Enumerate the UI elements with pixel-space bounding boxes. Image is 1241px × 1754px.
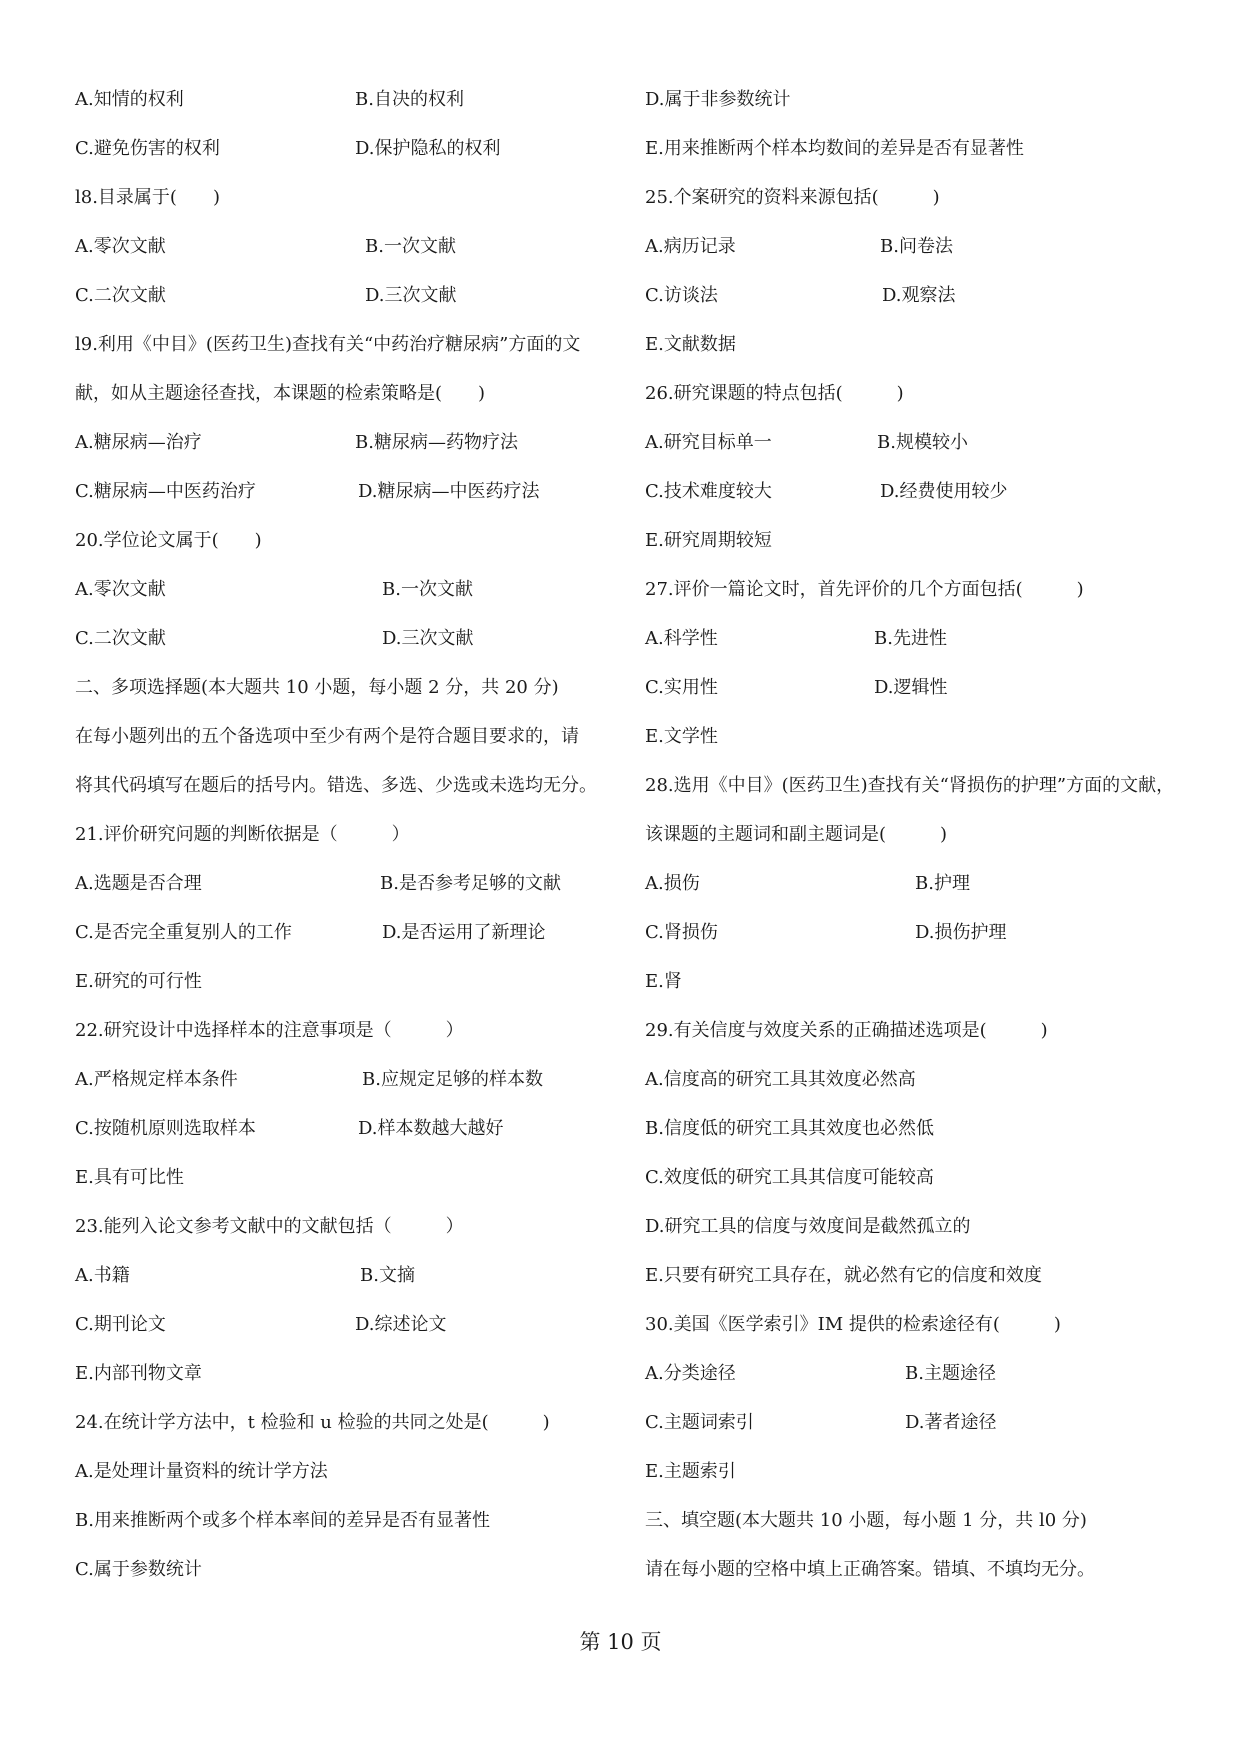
right-column [645, 80, 1205, 1599]
text-line [75, 913, 615, 962]
line-text: A.零次文献 [75, 236, 166, 257]
option-text: B.应规定足够的样本数 [362, 1069, 543, 1090]
line-text: A.零次文献 [75, 579, 166, 600]
text-line [75, 1207, 615, 1256]
text-line [75, 1011, 615, 1060]
line-text: C.是否完全重复别人的工作 [75, 922, 292, 943]
text-line [645, 1158, 1205, 1207]
text-line [645, 913, 1205, 962]
text-line [645, 1403, 1205, 1452]
text-line [645, 178, 1205, 227]
text-line [75, 962, 615, 1011]
text-line [75, 619, 615, 668]
text-line [75, 1109, 615, 1158]
line-text: A.科学性 [645, 628, 718, 649]
text-line [645, 864, 1205, 913]
line-text: E.肾 [645, 971, 682, 992]
page-number: 第 10 页 [579, 1630, 662, 1654]
line-text: C.期刊论文 [75, 1314, 166, 1335]
option-text: D.保护隐私的权利 [355, 138, 501, 159]
text-line [645, 521, 1205, 570]
text-line [75, 1305, 615, 1354]
line-text: E.具有可比性 [75, 1167, 184, 1188]
text-line [75, 1354, 615, 1403]
line-text: 23.能列入论文参考文献中的文献包括（ ） [75, 1216, 464, 1237]
line-text: 在每小题列出的五个备选项中至少有两个是符合题目要求的，请 [75, 726, 579, 747]
option-text: D.经费使用较少 [880, 481, 1008, 502]
text-line [75, 570, 615, 619]
line-text: E.文学性 [645, 726, 718, 747]
line-text: A.书籍 [75, 1265, 130, 1286]
text-line [645, 668, 1205, 717]
text-line [75, 1452, 615, 1501]
text-line [75, 668, 615, 717]
text-line [645, 962, 1205, 1011]
option-text: D.三次文献 [365, 285, 457, 306]
line-text: A.糖尿病—治疗 [75, 432, 202, 453]
option-text: D.逻辑性 [874, 677, 948, 698]
text-line [75, 325, 615, 374]
line-text: A.病历记录 [645, 236, 736, 257]
line-text: C.肾损伤 [645, 922, 718, 943]
line-text: C.二次文献 [75, 628, 166, 649]
line-text: 献，如从主题途径查找，本课题的检索策略是( ) [75, 383, 486, 404]
text-line [75, 521, 615, 570]
text-line [645, 374, 1205, 423]
text-line [75, 1403, 615, 1452]
line-text: 29.有关信度与效度关系的正确描述选项是( ) [645, 1020, 1048, 1041]
line-text: C.主题词索引 [645, 1412, 754, 1433]
text-line [75, 374, 615, 423]
line-text: 28.选用《中目》(医药卫生)查找有关“肾损伤的护理”方面的文献， [645, 775, 1175, 796]
option-text: B.主题途径 [905, 1363, 996, 1384]
option-text: B.自决的权利 [355, 89, 464, 110]
text-line [645, 1501, 1205, 1550]
option-text: B.糖尿病—药物疗法 [355, 432, 518, 453]
text-line [645, 227, 1205, 276]
text-line [75, 80, 615, 129]
line-text: E.文献数据 [645, 334, 736, 355]
option-text: D.综述论文 [355, 1314, 447, 1335]
line-text: D.研究工具的信度与效度间是截然孤立的 [645, 1216, 971, 1237]
line-text: D.属于非参数统计 [645, 89, 791, 110]
line-text: A.知情的权利 [75, 89, 184, 110]
text-line [645, 325, 1205, 374]
option-text: B.文摘 [360, 1265, 415, 1286]
line-text: 26.研究课题的特点包括( ) [645, 383, 904, 404]
line-text: 22.研究设计中选择样本的注意事项是（ ） [75, 1020, 464, 1041]
line-text: 24.在统计学方法中，t 检验和 u 检验的共同之处是( ) [75, 1412, 550, 1433]
line-text: 27.评价一篇论文时，首先评价的几个方面包括( ) [645, 579, 1084, 600]
line-text: C.属于参数统计 [75, 1559, 202, 1580]
line-text: A.研究目标单一 [645, 432, 772, 453]
text-line [75, 1158, 615, 1207]
text-line [645, 1550, 1205, 1599]
text-line [645, 423, 1205, 472]
line-text: 20.学位论文属于( ) [75, 530, 262, 551]
text-line [645, 1109, 1205, 1158]
text-line [645, 815, 1205, 864]
text-line [645, 1354, 1205, 1403]
option-text: B.护理 [915, 873, 970, 894]
text-line [75, 129, 615, 178]
line-text: 请在每小题的空格中填上正确答案。错填、不填均无分。 [645, 1559, 1095, 1580]
text-line [75, 717, 615, 766]
line-text: C.二次文献 [75, 285, 166, 306]
line-text: 将其代码填写在题后的括号内。错选、多选、少选或未选均无分。 [75, 775, 597, 796]
option-text: B.一次文献 [382, 579, 473, 600]
option-text: D.著者途径 [905, 1412, 997, 1433]
line-text: C.访谈法 [645, 285, 718, 306]
line-text: C.技术难度较大 [645, 481, 772, 502]
text-line [645, 1207, 1205, 1256]
text-line [75, 1060, 615, 1109]
text-line [645, 1060, 1205, 1109]
text-line [75, 276, 615, 325]
option-text: D.损伤护理 [915, 922, 1007, 943]
text-line [645, 619, 1205, 668]
line-text: 30.美国《医学索引》IM 提供的检索途径有( ) [645, 1314, 1061, 1335]
option-text: B.规模较小 [877, 432, 968, 453]
line-text: C.避免伤害的权利 [75, 138, 220, 159]
text-line [645, 1256, 1205, 1305]
line-text: C.实用性 [645, 677, 718, 698]
text-line [645, 1305, 1205, 1354]
line-text: A.分类途径 [645, 1363, 736, 1384]
text-line [645, 80, 1205, 129]
line-text: 二、多项选择题(本大题共 10 小题，每小题 2 分，共 20 分) [75, 677, 559, 698]
line-text: C.效度低的研究工具其信度可能较高 [645, 1167, 934, 1188]
line-text: 21.评价研究问题的判断依据是（ ） [75, 824, 410, 845]
option-text: B.问卷法 [880, 236, 953, 257]
text-line [75, 227, 615, 276]
line-text: C.按随机原则选取样本 [75, 1118, 256, 1139]
line-text: B.用来推断两个或多个样本率间的差异是否有显著性 [75, 1510, 490, 1531]
line-text: 25.个案研究的资料来源包括( ) [645, 187, 940, 208]
line-text: B.信度低的研究工具其效度也必然低 [645, 1118, 934, 1139]
line-text: A.信度高的研究工具其效度必然高 [645, 1069, 916, 1090]
text-line [645, 276, 1205, 325]
text-line [645, 129, 1205, 178]
line-text: E.研究的可行性 [75, 971, 202, 992]
line-text: l8.目录属于( ) [75, 187, 220, 208]
text-line [645, 717, 1205, 766]
line-text: 该课题的主题词和副主题词是( ) [645, 824, 948, 845]
line-text: E.内部刊物文章 [75, 1363, 202, 1384]
text-line [645, 570, 1205, 619]
line-text: E.研究周期较短 [645, 530, 772, 551]
text-line [75, 815, 615, 864]
text-line [75, 1256, 615, 1305]
line-text: A.是处理计量资料的统计学方法 [75, 1461, 328, 1482]
text-line [75, 178, 615, 227]
option-text: D.样本数越大越好 [358, 1118, 504, 1139]
text-line [75, 766, 615, 815]
option-text: D.糖尿病—中医药疗法 [358, 481, 540, 502]
line-text: E.主题索引 [645, 1461, 736, 1482]
option-text: D.三次文献 [382, 628, 474, 649]
line-text: 三、填空题(本大题共 10 小题，每小题 1 分，共 l0 分) [645, 1510, 1087, 1531]
line-text: A.严格规定样本条件 [75, 1069, 238, 1090]
option-text: D.是否运用了新理论 [382, 922, 546, 943]
option-text: B.是否参考足够的文献 [380, 873, 561, 894]
left-column [75, 80, 615, 1599]
text-line [645, 766, 1205, 815]
line-text: A.选题是否合理 [75, 873, 202, 894]
text-line [75, 1501, 615, 1550]
text-line [75, 423, 615, 472]
text-line [75, 864, 615, 913]
line-text: l9.利用《中目》(医药卫生)查找有关“中药治疗糖尿病”方面的文 [75, 334, 581, 355]
text-line [645, 472, 1205, 521]
text-line [645, 1452, 1205, 1501]
option-text: B.一次文献 [365, 236, 456, 257]
line-text: E.只要有研究工具存在，就必然有它的信度和效度 [645, 1265, 1042, 1286]
option-text: D.观察法 [882, 285, 956, 306]
text-line [75, 472, 615, 521]
text-line [645, 1011, 1205, 1060]
option-text: B.先进性 [874, 628, 947, 649]
line-text: C.糖尿病—中医药治疗 [75, 481, 256, 502]
line-text: E.用来推断两个样本均数间的差异是否有显著性 [645, 138, 1024, 159]
text-line [75, 1550, 615, 1599]
line-text: A.损伤 [645, 873, 700, 894]
